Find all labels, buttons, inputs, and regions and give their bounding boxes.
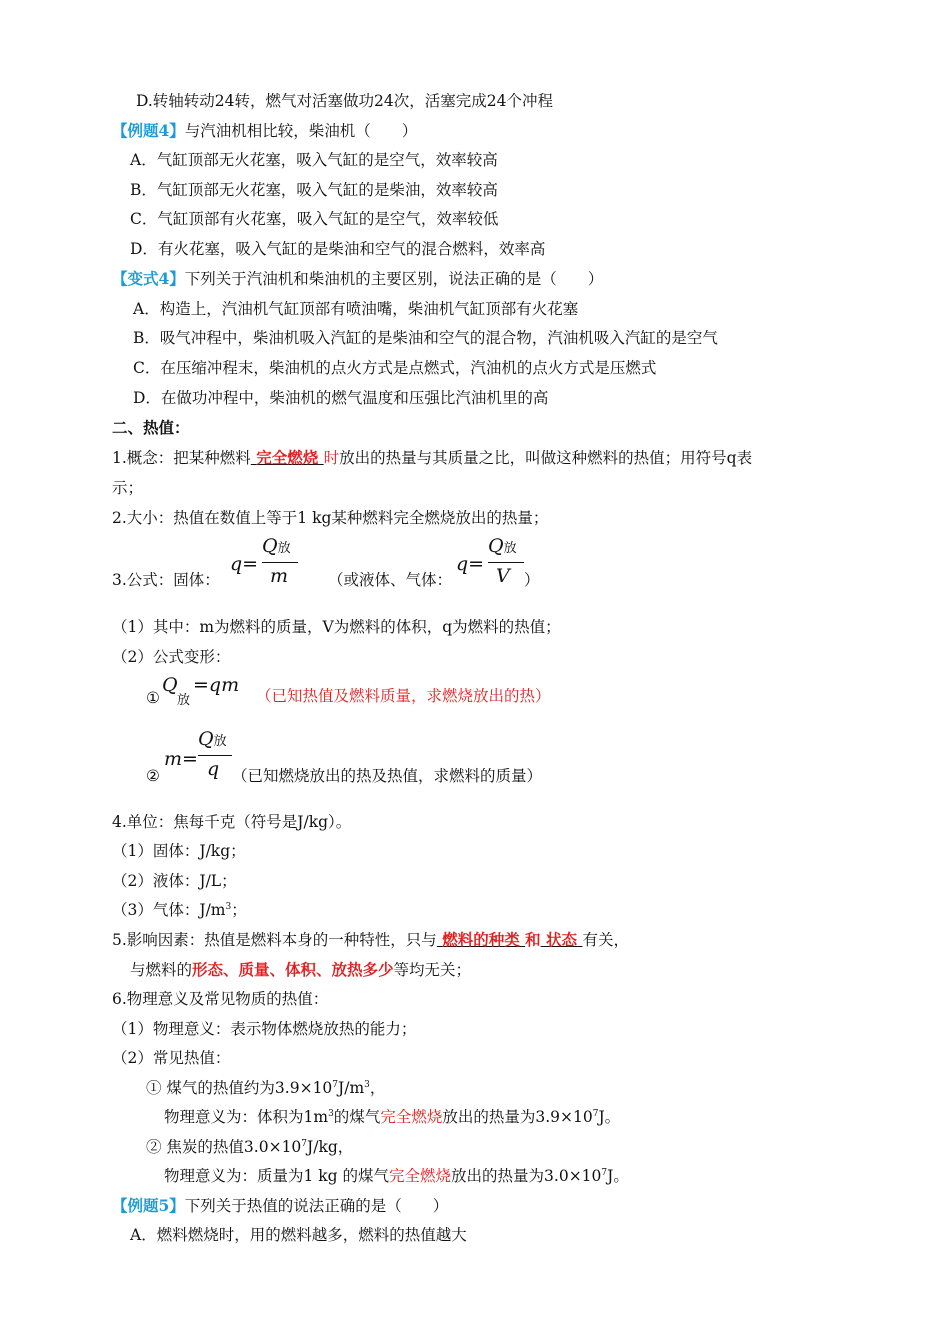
coke-value <box>146 1137 353 1157</box>
blank-answer <box>437 930 525 949</box>
text: J。 <box>598 1108 621 1126</box>
superscript: 3 <box>364 1080 370 1090</box>
answer: 状态 <box>546 930 578 949</box>
formula-alt-label: （或液体、气体： <box>328 571 453 589</box>
text: 和 <box>525 930 541 949</box>
unit-gas <box>112 900 247 920</box>
text: 1.概念：把某种燃料 <box>112 449 251 467</box>
option-b: B．吸气冲程中，柴油机吸入汽缸的是柴油和空气的混合物，汽油机吸入汽缸的是空气 <box>133 329 718 347</box>
text: J。 <box>607 1167 629 1185</box>
formula-transform: （2）公式变形： <box>112 648 231 666</box>
magnitude-line: 2.大小：热值在数值上等于1 kg某种燃料完全燃烧放出的热量； <box>112 509 549 527</box>
common-values: （2）常见热值： <box>112 1049 231 1067</box>
factor-line-cont <box>130 960 471 980</box>
text: J/m <box>338 1079 365 1097</box>
subscript: 放 <box>503 541 517 556</box>
gas-meaning <box>164 1107 620 1127</box>
highlight: 形态、质量、体积、放热多少 <box>192 960 394 979</box>
subscript: 放 <box>177 693 191 708</box>
fraction-bar <box>262 562 298 563</box>
subscript: 放 <box>277 541 291 556</box>
formula-note: （已知热值及燃料质量，求燃烧放出的热） <box>256 687 551 705</box>
superscript: 7 <box>601 1168 608 1178</box>
text: 5.影响因素：热值是燃料本身的一种特性，只与 <box>112 931 437 949</box>
fraction-bar <box>488 562 524 563</box>
text: 放出的热量与其质量之比，叫做这种燃料的热值；用符号q表 <box>339 449 753 467</box>
text: 物理意义为：体积为1m <box>164 1108 329 1126</box>
option-a: A．燃料燃烧时，用的燃料越多，燃料的热值越大 <box>130 1226 467 1244</box>
symbol: Q <box>162 674 178 696</box>
superscript: 3 <box>225 902 232 912</box>
formula-close: ） <box>524 571 540 589</box>
text: J/kg， <box>307 1138 354 1156</box>
text: ， <box>369 1079 386 1097</box>
text: ① 煤气的热值约为3.9×10 <box>146 1079 333 1097</box>
text: ； <box>231 901 247 919</box>
symbol: m <box>270 565 289 587</box>
gas-value <box>146 1078 385 1098</box>
question-text: 下列关于汽油机和柴油机的主要区别，说法正确的是（ ） <box>184 270 604 288</box>
meaning-heading: 6.物理意义及常见物质的热值： <box>112 990 329 1008</box>
option-d: D．有火花塞，吸入气缸的是柴油和空气的混合燃料，效率高 <box>130 240 546 258</box>
symbol: q <box>230 553 243 575</box>
item-number: ① <box>146 689 160 707</box>
coke-meaning <box>164 1166 629 1186</box>
text: 等均无关； <box>393 961 472 979</box>
unit-line: 4.单位：焦每千克（符号是J/kg）。 <box>112 813 352 831</box>
text: （3）气体：J/m <box>112 901 226 919</box>
blank-answer <box>541 930 583 949</box>
formula-note: （已知燃烧放出的热及热值，求燃料的质量） <box>232 767 543 785</box>
section-heading: 二、热值： <box>112 418 190 437</box>
example-tag: 【例题5】 <box>112 1196 185 1215</box>
option-c: C．气缸顶部有火花塞，吸入气缸的是空气，效率较低 <box>130 210 499 228</box>
answer: 完全燃烧 <box>256 448 319 467</box>
text: 放出的热量为3.0×10 <box>451 1167 602 1185</box>
symbol: V <box>496 565 510 587</box>
option-a: A．气缸顶部无火花塞，吸入气缸的是空气，效率较高 <box>130 151 498 169</box>
text: 物理意义为：质量为1 kg 的煤气 <box>164 1167 390 1185</box>
unit-solid: （1）固体：J/kg； <box>112 842 246 860</box>
text: 的煤气 <box>333 1108 381 1126</box>
symbol: qm <box>208 674 240 696</box>
question-text: 与汽油机相比较，柴油机（ ） <box>184 122 418 140</box>
subscript: 放 <box>213 734 227 749</box>
concept-line <box>112 448 752 468</box>
symbol: q <box>456 553 469 575</box>
option-a: A．构造上，汽油机气缸顶部有喷油嘴，柴油机气缸顶部有火花塞 <box>133 300 579 318</box>
example-4 <box>112 121 417 141</box>
text: 与燃料的 <box>130 961 193 979</box>
symbol: = <box>242 553 259 575</box>
factor-line <box>112 930 629 950</box>
formula-q-release <box>162 674 252 708</box>
variant-tag: 【变式4】 <box>112 269 185 288</box>
highlight: 完全燃烧 <box>380 1108 443 1126</box>
formula-explain: （1）其中：m为燃料的质量，V为燃料的体积，q为燃料的热值； <box>112 618 561 636</box>
formula-mass <box>164 726 234 786</box>
superscript: 7 <box>332 1080 339 1090</box>
blank-answer <box>251 448 324 467</box>
option-c: C．在压缩冲程末，柴油机的点火方式是点燃式，汽油机的点火方式是压燃式 <box>133 359 657 377</box>
unit-liquid: （2）液体：J/L； <box>112 872 237 890</box>
text: ② 焦炭的热值3.0×10 <box>146 1138 302 1156</box>
symbol: Q <box>262 535 278 557</box>
symbol: Q <box>488 535 504 557</box>
option-b: B．气缸顶部无火花塞，吸入气缸的是柴油，效率较高 <box>130 181 498 199</box>
text: 有关， <box>582 931 629 949</box>
symbol: = <box>182 748 198 770</box>
answer-suffix: 时 <box>323 449 340 467</box>
option-d: D．在做功冲程中，柴油机的燃气温度和压强比汽油机里的高 <box>133 389 549 407</box>
example-tag: 【例题4】 <box>112 121 185 140</box>
option-d-q3: D.转轴转动24转，燃气对活塞做功24次，活塞完成24个冲程 <box>136 92 553 110</box>
superscript: 7 <box>592 1109 599 1119</box>
answer: 燃料的种类 <box>442 930 520 949</box>
example-5 <box>112 1196 448 1216</box>
formula-liquid-gas <box>456 533 526 593</box>
item-number: ② <box>146 767 160 785</box>
symbol: = <box>193 674 209 696</box>
meaning-line: （1）物理意义：表示物体燃烧放热的能力； <box>112 1020 417 1038</box>
variant-4 <box>112 269 603 289</box>
formula-solid <box>230 533 300 593</box>
formula-label: 3.公式：固体： <box>112 571 220 589</box>
superscript: 3 <box>328 1109 334 1119</box>
highlight: 完全燃烧 <box>389 1167 452 1185</box>
concept-line-cont: 示； <box>112 479 144 497</box>
symbol: = <box>468 553 485 575</box>
fraction-bar <box>198 755 232 756</box>
superscript: 7 <box>301 1139 308 1149</box>
symbol: q <box>207 758 220 780</box>
question-text: 下列关于热值的说法正确的是（ ） <box>184 1197 449 1215</box>
symbol: Q <box>198 728 214 750</box>
symbol: m <box>164 748 183 770</box>
text: 放出的热量为3.9×10 <box>442 1108 593 1126</box>
